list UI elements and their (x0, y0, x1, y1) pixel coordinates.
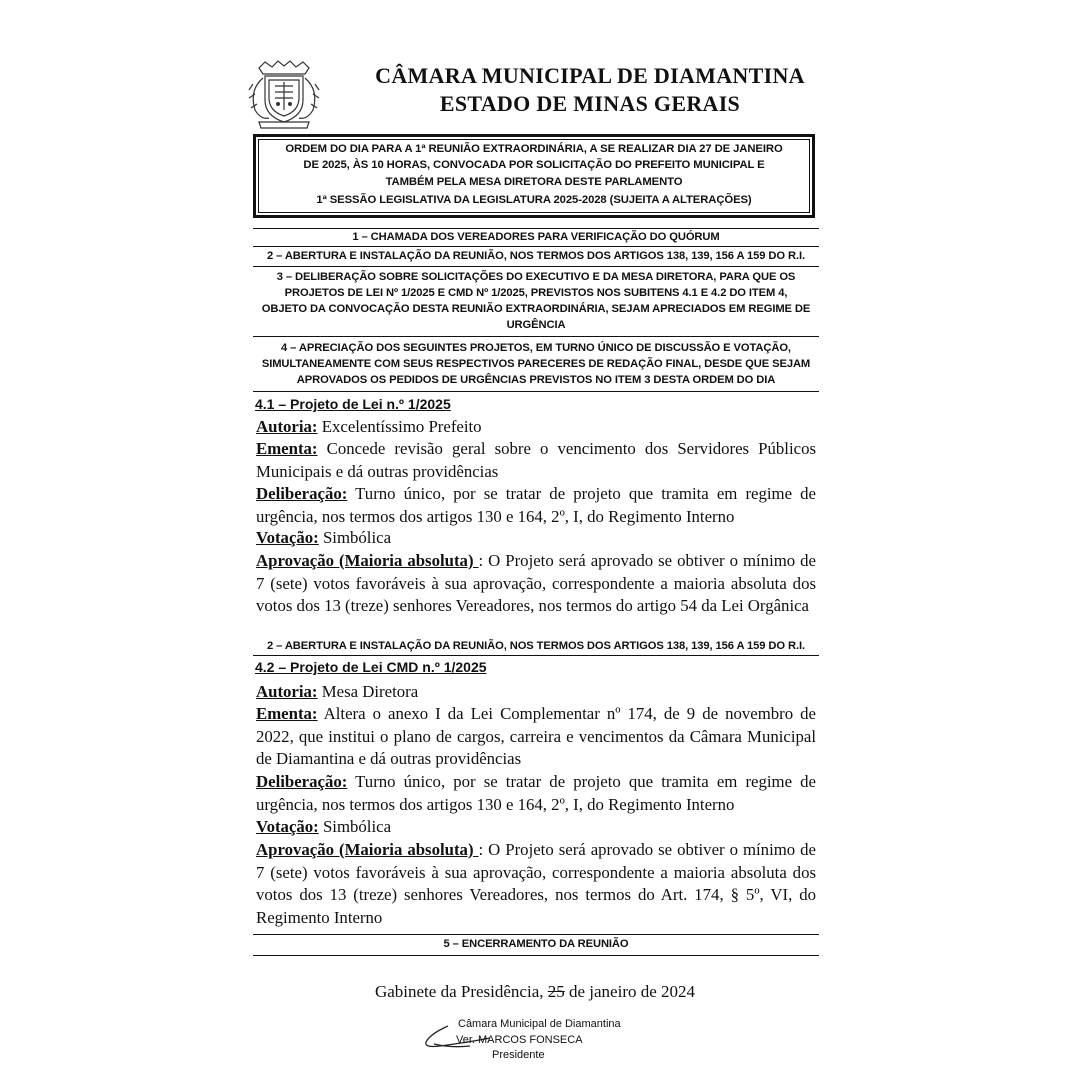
divider (253, 934, 819, 935)
project-2-summary: Ementa: Altera o anexo I da Lei Complementar nº 174, de 9 de novembro de 2022, que institui o plano de cargos, carreira e vencimentos da Câmara Municipal de Diamantina e dá outras providências (256, 704, 816, 768)
project-1-title: 4.1 – Projeto de Lei n.º 1/2025 (255, 396, 451, 412)
agenda-title-line: ORDEM DO DIA PARA A 1ª REUNIÃO EXTRAORDINÁRIA, A SE REALIZAR DIA 27 DE JANEIRO (285, 143, 783, 155)
project-1-authorship: Autoria: Excelentíssimo Prefeito (256, 417, 482, 436)
agenda-item-4: APROVADOS OS PEDIDOS DE URGÊNCIAS PREVISTOS NO ITEM 3 DESTA ORDEM DO DIA (296, 374, 776, 386)
agenda-item-4: 4 – APRECIAÇÃO DOS SEGUINTES PROJETOS, EM TURNO ÚNICO DE DISCUSSÃO E VOTAÇÃO, (281, 342, 791, 354)
stamp-role: Presidente (492, 1049, 545, 1061)
project-2-deliberation: Deliberação: Turno único, por se tratar de projeto que tramita em regime de urgência, nos termos dos artigos 130 e 164, 2º, I, do Regimento Interno (256, 772, 816, 814)
agenda-item-5: 5 – ENCERRAMENTO DA REUNIÃO (443, 938, 629, 950)
municipal-coat-of-arms-icon (245, 60, 323, 132)
divider (253, 955, 819, 956)
state-name: ESTADO DE MINAS GERAIS (439, 91, 741, 116)
agenda-item-3: URGÊNCIA (506, 319, 566, 331)
divider (253, 266, 819, 267)
signature-block (410, 1012, 650, 1067)
agenda-item-4: SIMULTANEAMENTE COM SEUS RESPECTIVOS PARECERES DE REDAÇÃO FINAL, DESDE QUE SEJAM (261, 358, 811, 370)
agenda-item-2-repeat: 2 – ABERTURA E INSTALAÇÃO DA REUNIÃO, NOS TERMOS DOS ARTIGOS 138, 139, 156 A 159 DO R.I. (266, 640, 806, 652)
chamber-name: CÂMARA MUNICIPAL DE DIAMANTINA (375, 63, 805, 88)
agenda-item-1: 1 – CHAMADA DOS VEREADORES PARA VERIFICAÇÃO DO QUÓRUM (352, 231, 720, 243)
project-2-authorship: Autoria: Mesa Diretora (256, 682, 419, 701)
agenda-item-3: PROJETOS DE LEI Nº 1/2025 E CMD Nº 1/2025, PREVISTOS NOS SUBITENS 4.1 E 4.2 DO ITEM 4, (284, 287, 788, 299)
agenda-title-line: DE 2025, ÀS 10 HORAS, CONVOCADA POR SOLICITAÇÃO DO PREFEITO MUNICIPAL E (303, 159, 765, 171)
project-2-approval: Aprovação (Maioria absoluta) : O Projeto será aprovado se obtiver o mínimo de 7 (sete) votos favoráveis à sua aprovação, correspondente a maioria absoluta dos votos dos 13 (treze) senhores Vereadores, nos termos do Art. 174, § 5º, VI, do Regimento Interno (256, 840, 816, 927)
project-2-title: 4.2 – Projeto de Lei CMD n.º 1/2025 (255, 659, 487, 675)
divider (253, 336, 819, 337)
project-1-deliberation: Deliberação: Turno único, por se tratar de projeto que tramita em regime de urgência, nos termos dos artigos 130 e 164, 2º, I, do Regimento Interno (256, 484, 816, 526)
project-1-summary: Ementa: Concede revisão geral sobre o vencimento dos Servidores Públicos Municipais e dá outras providências (256, 439, 816, 481)
project-1-approval: Aprovação (Maioria absoluta) : O Projeto será aprovado se obtiver o mínimo de 7 (sete) votos favoráveis à sua aprovação, correspondente a maioria absoluta dos votos dos 13 (treze) senhores Vereadores, nos termos do artigo 54 da Lei Orgânica (256, 551, 816, 615)
agenda-item-3: OBJETO DA CONVOCAÇÃO DESTA REUNIÃO EXTRAORDINÁRIA, SEJAM APRECIADOS EM REGIME DE (261, 303, 811, 315)
divider (253, 246, 819, 247)
agenda-title-line: 1ª SESSÃO LEGISLATIVA DA LEGISLATURA 2025-2028 (SUJEITA A ALTERAÇÕES) (316, 194, 752, 206)
agenda-title-line: TAMBÉM PELA MESA DIRETORA DESTE PARLAMENTO (385, 176, 683, 188)
stamp-chamber: Câmara Municipal de Diamantina (458, 1018, 621, 1030)
divider (253, 655, 819, 656)
agenda-item-2: 2 – ABERTURA E INSTALAÇÃO DA REUNIÃO, NOS TERMOS DOS ARTIGOS 138, 139, 156 A 159 DO R.I. (266, 250, 806, 262)
stamp-councilor: Ver. MARCOS FONSECA (456, 1034, 583, 1046)
struck-day: 25 (547, 982, 565, 1001)
divider (253, 228, 819, 229)
agenda-item-3: 3 – DELIBERAÇÃO SOBRE SOLICITAÇÕES DO EXECUTIVO E DA MESA DIRETORA, PARA QUE OS (276, 271, 796, 283)
agenda-title-box (253, 134, 815, 218)
divider (253, 391, 819, 392)
project-1-voting: Votação: Simbólica (256, 528, 392, 547)
signature-place-date: Gabinete da Presidência, 25 de janeiro de 2024 (374, 982, 696, 1001)
project-2-voting: Votação: Simbólica (256, 817, 392, 836)
